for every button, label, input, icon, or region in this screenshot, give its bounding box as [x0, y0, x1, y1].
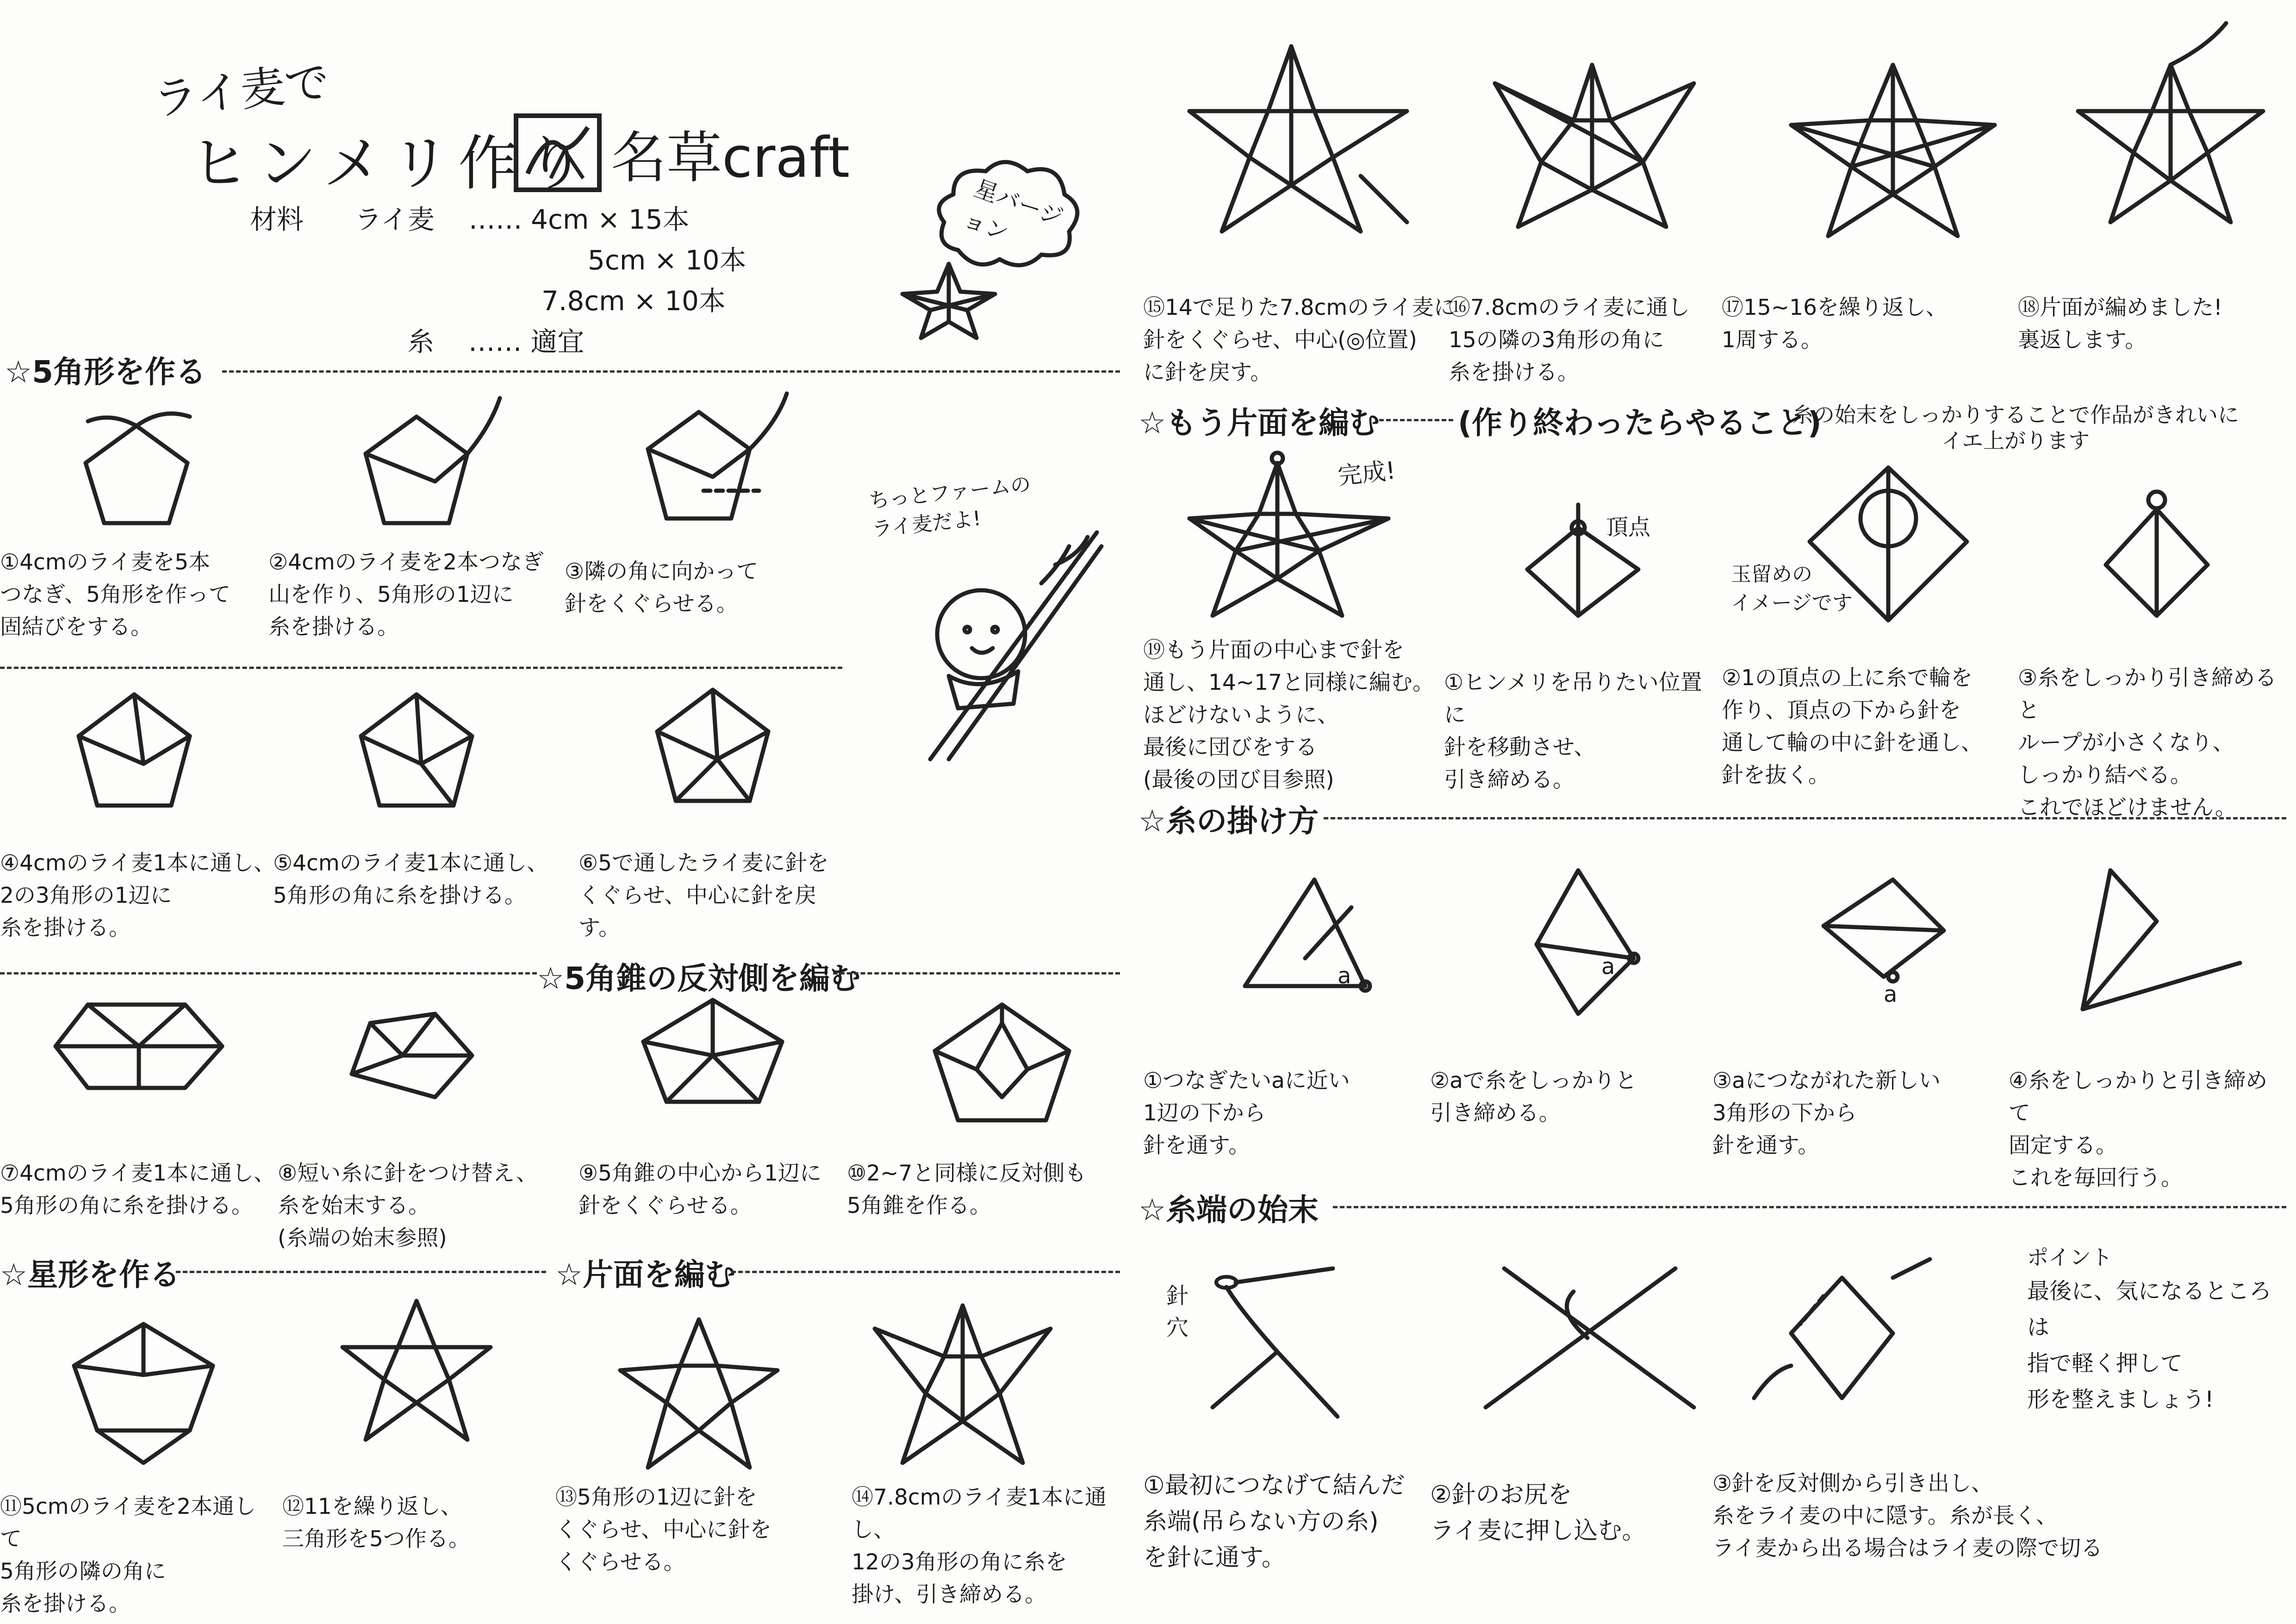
- step-10: ⑩2~7と同様に反対側も 5角錐を作る。: [847, 1161, 1087, 1218]
- thread-step-4: ④糸をしっかりと引き締めて 固定する。 これを毎回行う。: [2009, 1068, 2268, 1191]
- step-18: ⑱片面が編めました! 裏返します。: [2018, 295, 2222, 353]
- figure-step-16: [1490, 56, 1703, 241]
- done-label: 完成!: [1336, 456, 1397, 491]
- step-13: ⑬5角形の1辺に針を くぐらせ、中心に針を くぐらせる。: [555, 1485, 772, 1575]
- vertex-label: 頂点: [1606, 514, 1651, 540]
- step-11: ⑪5cmのライ麦を2本通して 5角形の隣の角に 糸を掛ける。: [0, 1494, 256, 1617]
- end-step-1: ①最初につなげて結んだ 糸端(吊らない方の糸) を針に通す。: [1143, 1472, 1405, 1572]
- rye-row-3: 7.8cm × 10本: [541, 285, 726, 317]
- divider: [0, 972, 537, 974]
- figure-thread-4: [2064, 852, 2268, 1028]
- figure-thread-2: [1523, 856, 1717, 1023]
- divider: [176, 1271, 546, 1273]
- figure-after-3: [2083, 472, 2231, 620]
- section-pyramid-other: ☆5角錐の反対側を編む: [537, 961, 861, 996]
- figure-step-4: [60, 685, 208, 819]
- divider: [1333, 1206, 2286, 1208]
- figure-step-7: [51, 995, 227, 1097]
- point-a-label-3: a: [1884, 981, 1898, 1007]
- step-9: ⑨5角錐の中心から1辺に 針をくぐらせる。: [579, 1161, 821, 1218]
- materials: [250, 199, 747, 362]
- step-2: ②4cmのライ麦を2本つなぎ 山を作り、5角形の1辺に 糸を掛ける。: [268, 550, 544, 640]
- materials-rye: ライ麦: [355, 204, 435, 235]
- figure-after-1: [1509, 477, 1675, 634]
- step-5: ⑤4cmのライ麦1本に通し、 5角形の角に糸を掛ける。: [273, 850, 549, 908]
- section-star: ☆星形を作る: [0, 1257, 180, 1293]
- after-step-2: ②1の頂点の上に糸で輪を 作り、頂点の下から針を 通して輪の中に針を通し、 針を抜く。: [1722, 665, 1983, 788]
- star-version-label: 星バージョン: [959, 175, 1067, 247]
- step-19: ⑲もう片面の中心まで針を 通し、14~17と同様に編む。 ほどけないように、 最後に団びをする (最後の団び目参照): [1143, 637, 1434, 793]
- figure-step-8: [333, 1005, 509, 1106]
- needle-eye-label: 針穴: [1166, 1283, 1189, 1341]
- step-7: ⑦4cmのライ麦1本に通し、 5角形の角に糸を掛ける。: [0, 1161, 276, 1218]
- step-15: ⑮14で足りた7.8cmのライ麦に 針をくぐらせ、中心(◎位置) に針を戻す。: [1143, 295, 1456, 385]
- divider: [833, 972, 1120, 974]
- section-other-side: ☆もう片面を編む: [1139, 405, 1380, 441]
- after-step-3: ③糸をしっかり引き締めると ループが小さくなり、 しっかり結べる。 これでほどけません。: [2018, 665, 2277, 820]
- end-step-2: ②針のお尻を ライ麦に押し込む。: [1430, 1481, 1646, 1545]
- materials-label: 材料: [250, 204, 304, 235]
- section-thread-how: ☆糸の掛け方: [1139, 803, 1319, 839]
- figure-step-3: [620, 394, 796, 546]
- thread-step-2: ②aで糸をしっかりと 引き締める。: [1430, 1068, 1637, 1126]
- divider: [222, 370, 1120, 373]
- thread-step-3: ③aにつながれた新しい 3角形の下から 針を通す。: [1712, 1068, 1941, 1158]
- figure-step-13: [611, 1310, 787, 1477]
- point-body: 最後に、気になるところは 指で軽く押して 形を整えましょう!: [2027, 1278, 2272, 1412]
- step-3: ③隣の角に向かって 針をくぐらせる。: [565, 559, 759, 617]
- rye-row-2: 5cm × 10本: [588, 244, 747, 276]
- point-title: ポイント: [2027, 1245, 2112, 1270]
- section-pentagon: ☆5角形を作る: [5, 354, 206, 390]
- pre-title: ライ麦で: [150, 56, 332, 126]
- section-thread-end: ☆糸端の始末: [1139, 1192, 1319, 1228]
- materials-thread: 糸: [407, 326, 435, 357]
- rye-row-1: …… 4cm × 15本: [468, 204, 690, 235]
- divider: [1379, 419, 1453, 421]
- knot-label: 玉留めの イメージです: [1731, 562, 1853, 615]
- step-4: ④4cmのライ麦1本に通し、 2の3角形の1辺に 糸を掛ける。: [0, 850, 276, 941]
- figure-thread-1: [1231, 852, 1425, 1028]
- step-17: ⑰15~16を繰り返し、 1周する。: [1722, 295, 1948, 353]
- divider: [0, 667, 842, 669]
- figure-step-6: [639, 681, 791, 815]
- figure-end-1: [1185, 1241, 1435, 1417]
- figure-step-1: [69, 407, 204, 542]
- star-icon: [893, 259, 1004, 343]
- step-6: ⑥5で通したライ麦に針を くぐらせ、中心に針を戻す。: [579, 850, 829, 941]
- step-8: ⑧短い糸に針をつけ替え、 糸を始末する。 (糸端の始末参照): [278, 1161, 538, 1251]
- step-12: ⑫11を繰り返し、 三角形を5つ作る。: [282, 1494, 470, 1552]
- step-1: ①4cmのライ麦を5本 つなぎ、5角形を作って 固結びをする。: [0, 550, 231, 640]
- step-14: ⑭7.8cmのライ麦1本に通し、 12の3角形の角に糸を 掛け、引き締める。: [852, 1485, 1107, 1607]
- divider: [1324, 817, 2286, 819]
- figure-step-10: [921, 995, 1083, 1130]
- thread-amount: …… 適宜: [468, 326, 585, 357]
- point-a-label-2: a: [1601, 954, 1615, 980]
- figure-thread-3: [1805, 861, 1999, 1028]
- thread-step-1: ①つなぎたいaに近い 1辺の下から 針を通す。: [1143, 1068, 1350, 1158]
- farm-character-illustration: [902, 518, 1125, 778]
- figure-step-11: [60, 1315, 227, 1468]
- brand-name: 名草craft: [611, 126, 850, 190]
- section-one-side: ☆片面を編む: [555, 1257, 736, 1293]
- after-note: 糸の始末をしっかりすることで作品がきれいに イエ上がります: [1792, 402, 2239, 453]
- figure-step-12: [333, 1292, 500, 1449]
- figure-step-5: [347, 685, 486, 819]
- step-16: ⑯7.8cmのライ麦に通し 15の隣の3角形の角に 糸を掛ける。: [1449, 295, 1690, 385]
- page-title: ヒンメリ作り: [190, 129, 594, 198]
- figure-step-14: [865, 1296, 1060, 1472]
- figure-step-9: [629, 991, 796, 1111]
- brand-logo: [514, 113, 602, 192]
- section-after: (作り終わったらやること): [1458, 405, 1822, 441]
- figure-step-15: [1185, 37, 1425, 241]
- figure-step-17: [1786, 56, 1999, 241]
- figure-step-2: [342, 398, 500, 542]
- figure-step-18: [2069, 19, 2272, 231]
- end-step-3: ③針を反対側から引き出し、 糸をライ麦の中に隠す。糸が長く、 ライ麦から出る場合はライ麦の際で切る: [1712, 1471, 2103, 1561]
- after-step-1: ①ヒンメリを吊りたい位置に 針を移動させ、 引き締める。: [1444, 670, 1702, 793]
- point-a-label-1: a: [1338, 963, 1351, 989]
- farm-note: ちっとファームの ライ麦だよ!: [868, 472, 1032, 542]
- figure-end-2: [1472, 1241, 1712, 1417]
- figure-end-3: [1736, 1259, 1995, 1435]
- divider: [731, 1271, 1120, 1273]
